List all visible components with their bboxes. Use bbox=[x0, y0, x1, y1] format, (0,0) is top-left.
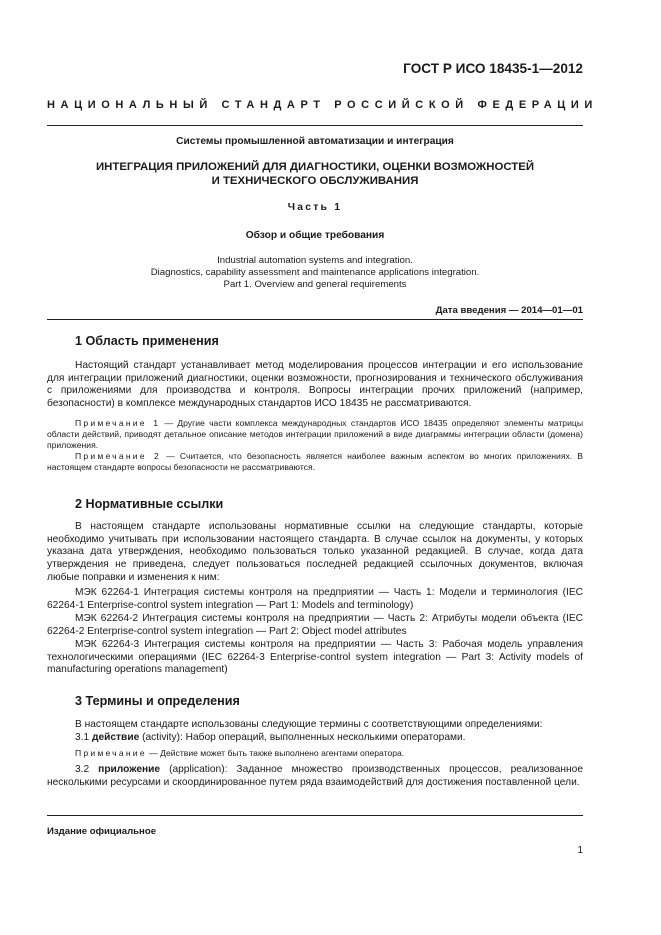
document-title-line2: И ТЕХНИЧЕСКОГО ОБСЛУЖИВАНИЯ bbox=[211, 175, 419, 187]
page-number: 1 bbox=[577, 845, 583, 856]
term-name: действие bbox=[92, 732, 140, 743]
series-title: Системы промышленной автоматизации и интеграция bbox=[176, 136, 454, 147]
references-paragraph: В настоящем стандарте использованы нормативные ссылки на следующие стандарты, которые необходимо учитывать при использовании настоящего стандарта. В случае ссылок на документы, у которых указана дата утверждения, необходимо пользоваться только указанной редакцией. В случае, когда дата утверждения не приведена, следует пользоваться последней редакцией ссылочных документов, включая любые поправки и изменения к ним: bbox=[47, 521, 583, 583]
scope-note-1 bbox=[47, 418, 583, 450]
section-heading-normative-references: 2 Нормативные ссылки bbox=[75, 497, 224, 511]
note-label: Примечание 2 bbox=[75, 451, 162, 461]
term-definition: (application): Заданное множество производственных процессов, реализованное несколькими ресурсами и скоординированное путем ряда взаимодействий для достижения поставленной цели. bbox=[47, 764, 583, 788]
note-label: Примечание 1 bbox=[75, 418, 161, 428]
document-title-line1: ИНТЕГРАЦИЯ ПРИЛОЖЕНИЙ ДЛЯ ДИАГНОСТИКИ, ОЦЕНКИ ВОЗМОЖНОСТЕЙ bbox=[95, 161, 535, 173]
national-standard-banner: НАЦИОНАЛЬНЫЙ СТАНДАРТ РОССИЙСКОЙ ФЕДЕРАЦИИ bbox=[47, 99, 598, 111]
note-text: — Другие части комплекса международных стандартов ИСО 18435 определяют элементы матрицы области действий, приводят детальное описание методов интеграции приложений в виде диаграммы интеграции области (домена) приложения. bbox=[47, 418, 583, 450]
term-number: 3.1 bbox=[75, 732, 92, 743]
terms-intro: В настоящем стандарте использованы следующие термины с соответствующими определениями: bbox=[75, 719, 543, 730]
term-number: 3.2 bbox=[75, 764, 99, 775]
note-text: — Действие может быть также выполнено агентами оператора. bbox=[146, 748, 405, 758]
section-heading-scope: 1 Область применения bbox=[75, 334, 219, 348]
english-title-line2: Diagnostics, capability assessment and maintenance applications integration. bbox=[150, 267, 480, 278]
english-title-line1: Industrial automation systems and integration. bbox=[217, 255, 413, 266]
section-heading-terms: 3 Термины и определения bbox=[75, 694, 240, 708]
term-definition: (activity): Набор операций, выполненных несколькими операторами. bbox=[139, 732, 466, 743]
standard-code: ГОСТ Р ИСО 18435-1—2012 bbox=[403, 61, 583, 76]
term-3-1 bbox=[47, 732, 583, 745]
note-label: Примечание bbox=[75, 748, 147, 758]
scope-note-2 bbox=[47, 451, 583, 473]
footer-rule bbox=[47, 815, 583, 816]
scope-paragraph: Настоящий стандарт устанавливает метод моделирования процессов интеграции и его использование для интеграции приложений диагностики, оценки возможности, прогнозирования и технического обслуживания с приложениями для производства и контроля. Вопросы интеграции прочих приложений (например, безопасности) в комплексе международных стандартов ИСО 18435 не рассматриваются. bbox=[47, 360, 583, 410]
part-label: Часть 1 bbox=[287, 202, 343, 213]
reference-item-iec-62264-1: МЭК 62264-1 Интеграция системы контроля на предприятии — Часть 1: Модели и терминология (IEC 62264-1 Enterprise-control system integration — Part 1: Models and terminology) bbox=[47, 587, 583, 611]
title-rule bbox=[47, 319, 583, 320]
term-3-1-note bbox=[47, 748, 583, 759]
official-edition-label: Издание официальное bbox=[47, 826, 157, 837]
reference-item-iec-62264-3: МЭК 62264-3 Интеграция системы контроля на предприятии — Часть 3: Рабочая модель управления технологическими операциями (IEC 62264-3 Enterprise-control system integration — Part 3: Activity models of manufacturing operations management) bbox=[47, 639, 583, 676]
english-title-line3: Part 1. Overview and general requirements bbox=[223, 279, 407, 290]
introduction-date: Дата введения — 2014—01—01 bbox=[435, 305, 583, 316]
document-subtitle: Обзор и общие требования bbox=[245, 230, 385, 241]
header-rule bbox=[47, 125, 583, 126]
term-3-2 bbox=[47, 764, 583, 789]
reference-item-iec-62264-2: МЭК 62264-2 Интеграция системы контроля на предприятии — Часть 2: Атрибуты модели объекта (IEC 62264-2 Enterprise-control system integration — Part 2: Object model attributes bbox=[47, 613, 583, 637]
note-text: — Считается, что безопасность является наиболее важным аспектом во многих приложениях. В настоящем стандарте вопросы безопасности не рассматриваются. bbox=[47, 451, 584, 472]
term-name: приложение bbox=[98, 764, 161, 775]
